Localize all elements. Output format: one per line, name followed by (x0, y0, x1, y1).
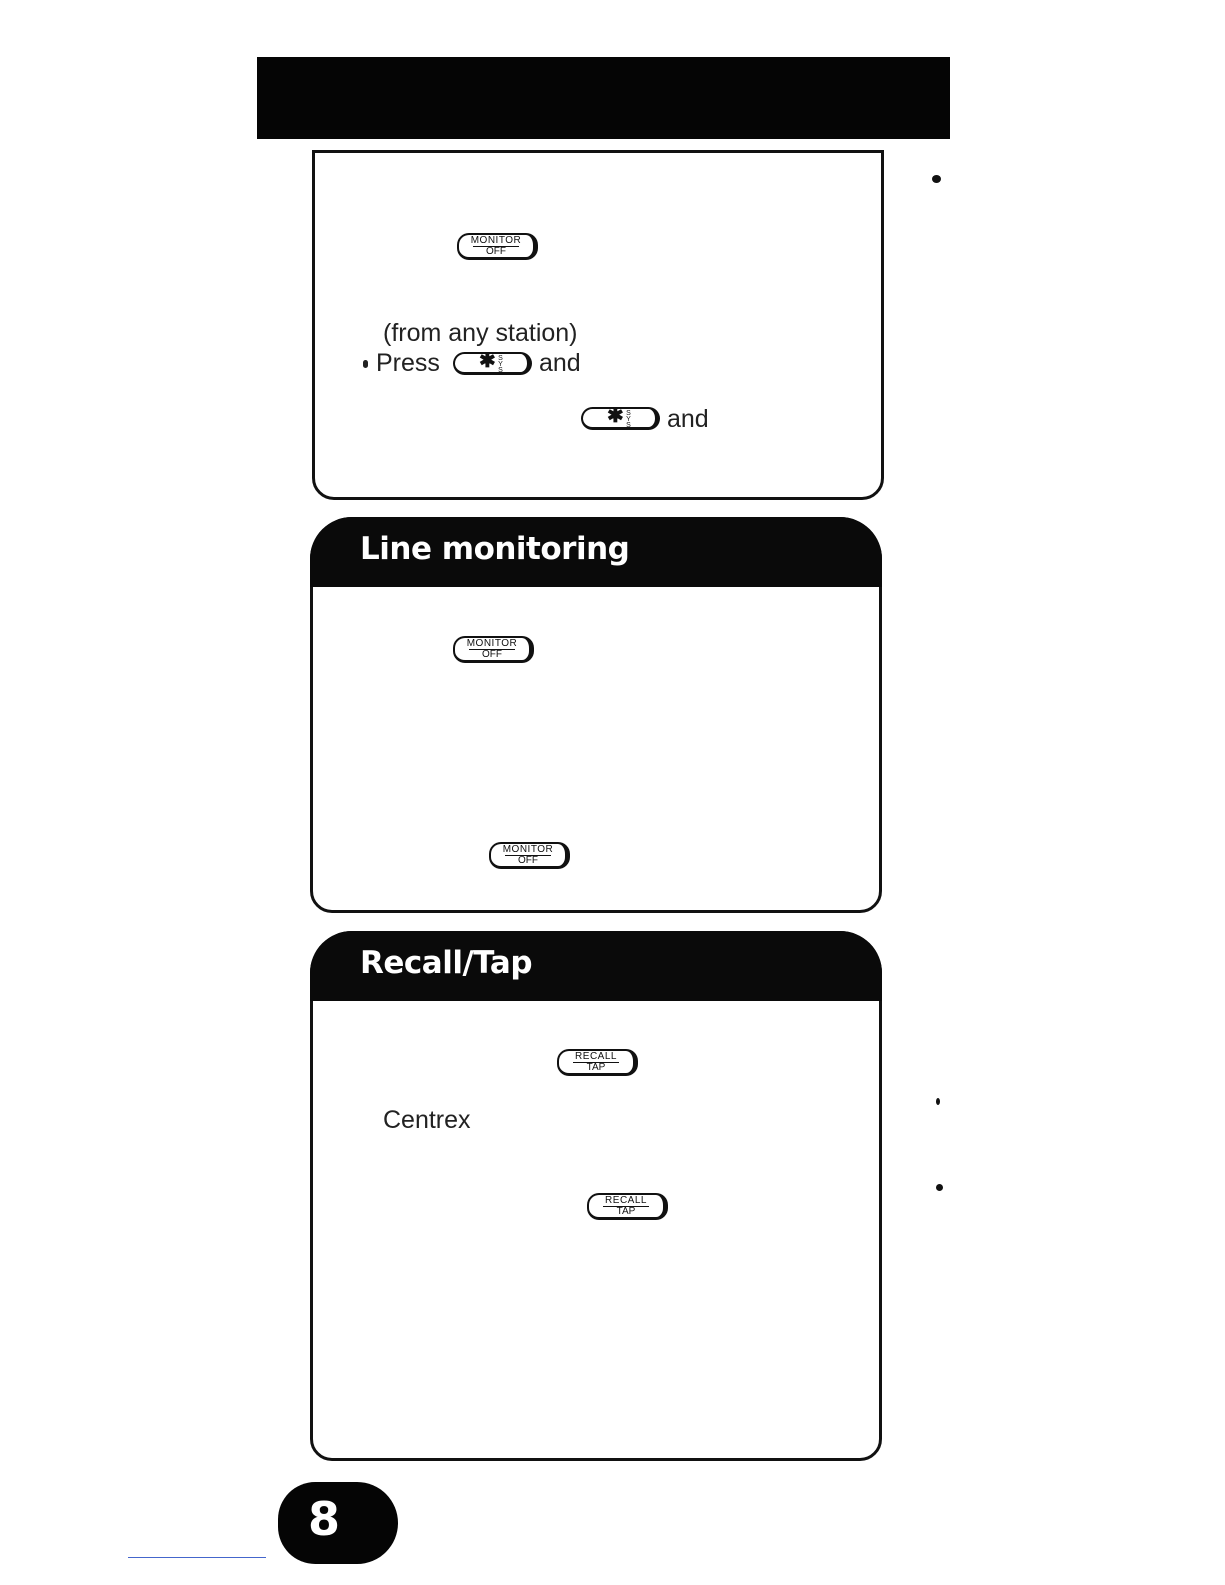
panel-line-monitoring (310, 517, 882, 913)
star-sys-key-2: ✱ S Y S (581, 407, 660, 430)
panel-recall-tap (310, 931, 882, 1461)
and-text-2: and (667, 405, 709, 433)
monitor-off-key-2: MONITOR OFF (489, 842, 570, 869)
from-station-text: (from any station) (383, 319, 578, 347)
monitor-off-key: MONITOR OFF (457, 233, 538, 260)
panel-title: Line monitoring (360, 531, 630, 567)
scan-speck (936, 1098, 940, 1105)
panel-title-bar (310, 931, 882, 1001)
page-number: 8 (308, 1492, 341, 1546)
recall-tap-key-2: RECALL TAP (587, 1193, 668, 1220)
scan-speck (936, 1184, 943, 1191)
centrex-text: Centrex (383, 1106, 471, 1134)
footer-line (128, 1557, 266, 1558)
scan-speck (932, 175, 941, 183)
press-line: Press (363, 349, 440, 378)
header-bar (257, 57, 950, 139)
panel-title-bar (310, 517, 882, 587)
page-number-badge (278, 1482, 398, 1564)
panel-monitor-instructions (312, 150, 884, 500)
recall-tap-key: RECALL TAP (557, 1049, 638, 1076)
and-text-1: and (539, 349, 581, 377)
panel-title: Recall/Tap (360, 945, 533, 981)
monitor-off-key: MONITOR OFF (453, 636, 534, 663)
bullet-icon (363, 360, 368, 368)
star-sys-key: ✱ S Y S (453, 352, 532, 375)
